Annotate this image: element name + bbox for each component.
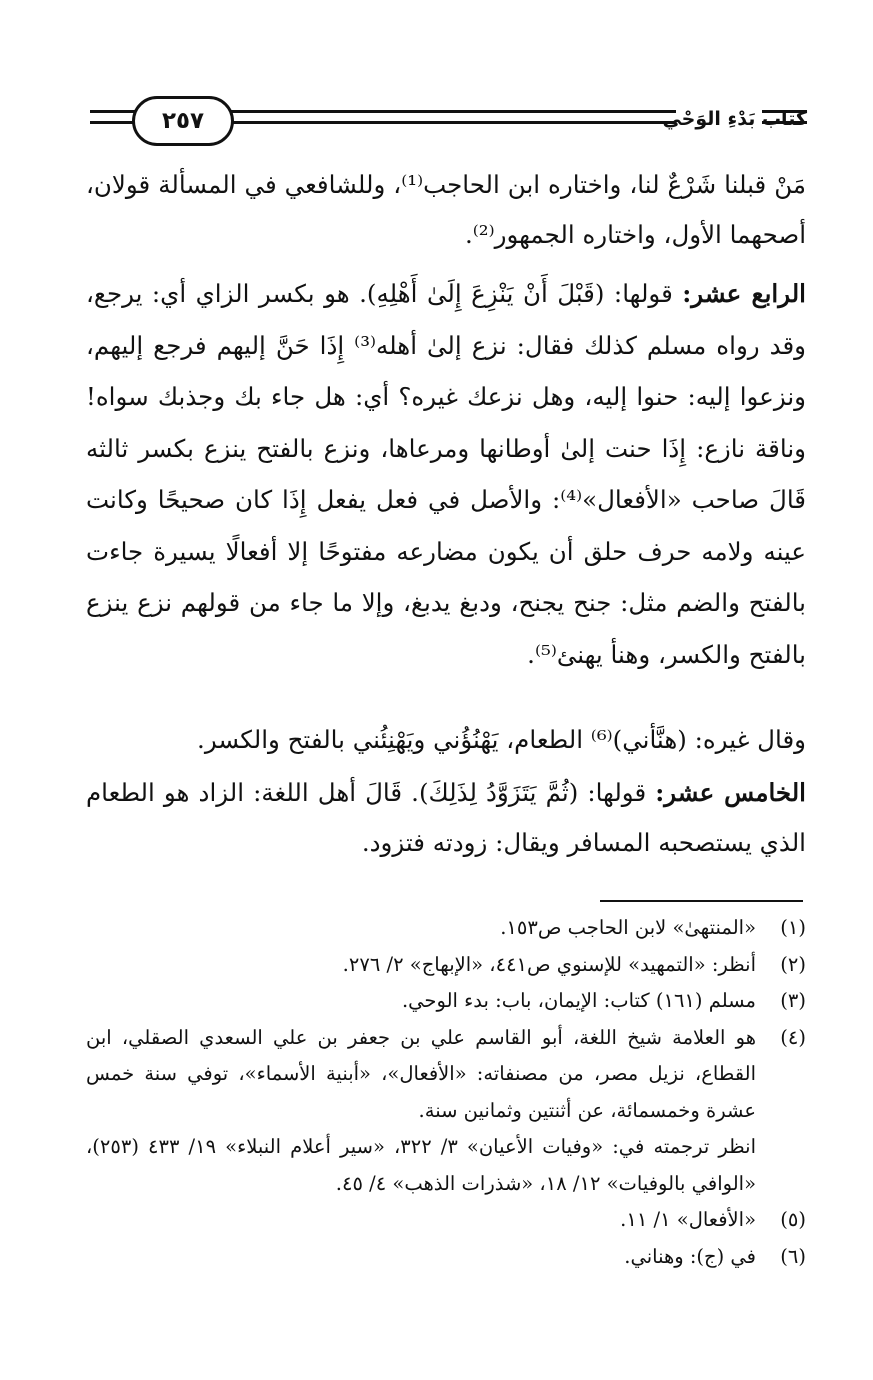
footnote-text: «المنتهىٰ» لابن الحاجب ص١٥٣.: [500, 916, 756, 939]
footnote-number: (٢): [780, 952, 806, 976]
header-rule-middle-top: [228, 110, 676, 113]
footnote-text: «الأفعال» ١/ ١١.: [620, 1208, 756, 1231]
footnote-number: (٤): [780, 1025, 806, 1049]
paragraph-4-lead: الخامس عشر:: [655, 778, 806, 807]
header-rule-middle-bottom: [228, 121, 676, 124]
footnote-number: (٣): [780, 989, 806, 1012]
paragraph-4: [86, 768, 806, 868]
footnote-text-continued: انظر ترجمته في: «وفيات الأعيان» ٣/ ٣٢٢، «سير أعلام النبلاء» ١٩/ ٤٣٣ (٢٥٣)، «الوافي بالوفيات» ١٢/ ١٨، «شذرات الذهب» ٤/ ٤٥.: [86, 1135, 756, 1195]
footnote-text: أنظر: «التمهيد» للإسنوي ص٤٤١، «الإبهاج» ٢/ ٢٧٦.: [342, 952, 756, 976]
header-rule-left-top: [90, 110, 135, 113]
paragraph-2: [86, 268, 806, 680]
footnote-4: [86, 1020, 806, 1203]
paragraph-1: مَنْ قبلنا شَرْعٌ لنا، واختاره ابن الحاجب⁽¹⁾، وللشافعي في المسألة قولان، أصحهما الأول، واختاره الجمهور⁽²⁾.: [86, 170, 806, 249]
footnote-text: هو العلامة شيخ اللغة، أبو القاسم علي بن جعفر بن علي السعدي الصقلي، ابن القطاع، نزيل مصر، من مصنفاته: «الأفعال»، «أبنية الأسماء»، توفي سنة خمس عشرة وخمسمائة، عن أثنتين وثمانين سنة.: [86, 1025, 756, 1122]
page-number: ٢٥٧: [132, 96, 234, 146]
header-rule-left-bottom: [90, 121, 135, 124]
footnote-1: [86, 910, 806, 947]
footnotes: [86, 910, 806, 1275]
page-header: [90, 88, 807, 160]
footnote-6: [86, 1239, 806, 1276]
footnote-text: في (ج): وهناني.: [624, 1244, 756, 1268]
paragraph-2-lead: الرابع عشر:: [682, 279, 806, 308]
paragraph-3: وقال غيره: (هنَّأني)⁽⁶⁾ الطعام، يَهْنُؤُني ويَهْنِئُني بالفتح والكسر.: [197, 725, 806, 754]
footnote-number: (٥): [780, 1208, 806, 1231]
footnote-separator: [600, 900, 803, 902]
running-title: كتاب بَدْءِ الوَحْي: [662, 108, 807, 130]
footnote-3: [86, 983, 806, 1020]
paragraph-4-text: قولها: (ثُمَّ يَتَزَوَّدُ لِذَلِكَ). قَالَ أهل اللغة: الزاد هو الطعام الذي يستصحبه المسافر ويقال: زودته فتزود.: [86, 778, 806, 857]
footnote-number: (١): [780, 916, 806, 939]
footnote-number: (٦): [780, 1244, 806, 1268]
footnote-5: [86, 1202, 806, 1239]
paragraph-2-text: قولها: (قَبْلَ أَنْ يَنْزِعَ إِلَىٰ أَهْلِهِ). هو بكسر الزاي أي: يرجع، وقد رواه مسلم كذلك فقال: نزع إلىٰ أهله⁽³⁾ إِذَا حَنَّ إليهم فرجع إليهم، ونزعوا إليه: حنوا إليه، وهل نزعك غيره؟ أي: هل جاء بك وجذبك سواه! وناقة نازع: إِذَا حنت إلىٰ أوطانها ومرعاها، ونزع بالفتح ينزع بكسر ثالثه قَالَ صاحب «الأفعال»⁽⁴⁾: والأصل في فعل يفعل إِذَا كان صحيحًا وكانت عينه ولامه حرف حلق أن يكون مضارعه مفتوحًا إلا أفعالًا يسيرة جاءت بالفتح والضم مثل: جنح يجنح، ودبغ يدبغ، وإلا ما جاء من قولهم نزع ينزع بالفتح والكسر، وهنأ يهنئ⁽⁵⁾.: [86, 279, 807, 669]
footnote-text: مسلم (١٦١) كتاب: الإيمان، باب: بدء الوحي.: [401, 989, 756, 1012]
footnote-2: [86, 947, 806, 984]
